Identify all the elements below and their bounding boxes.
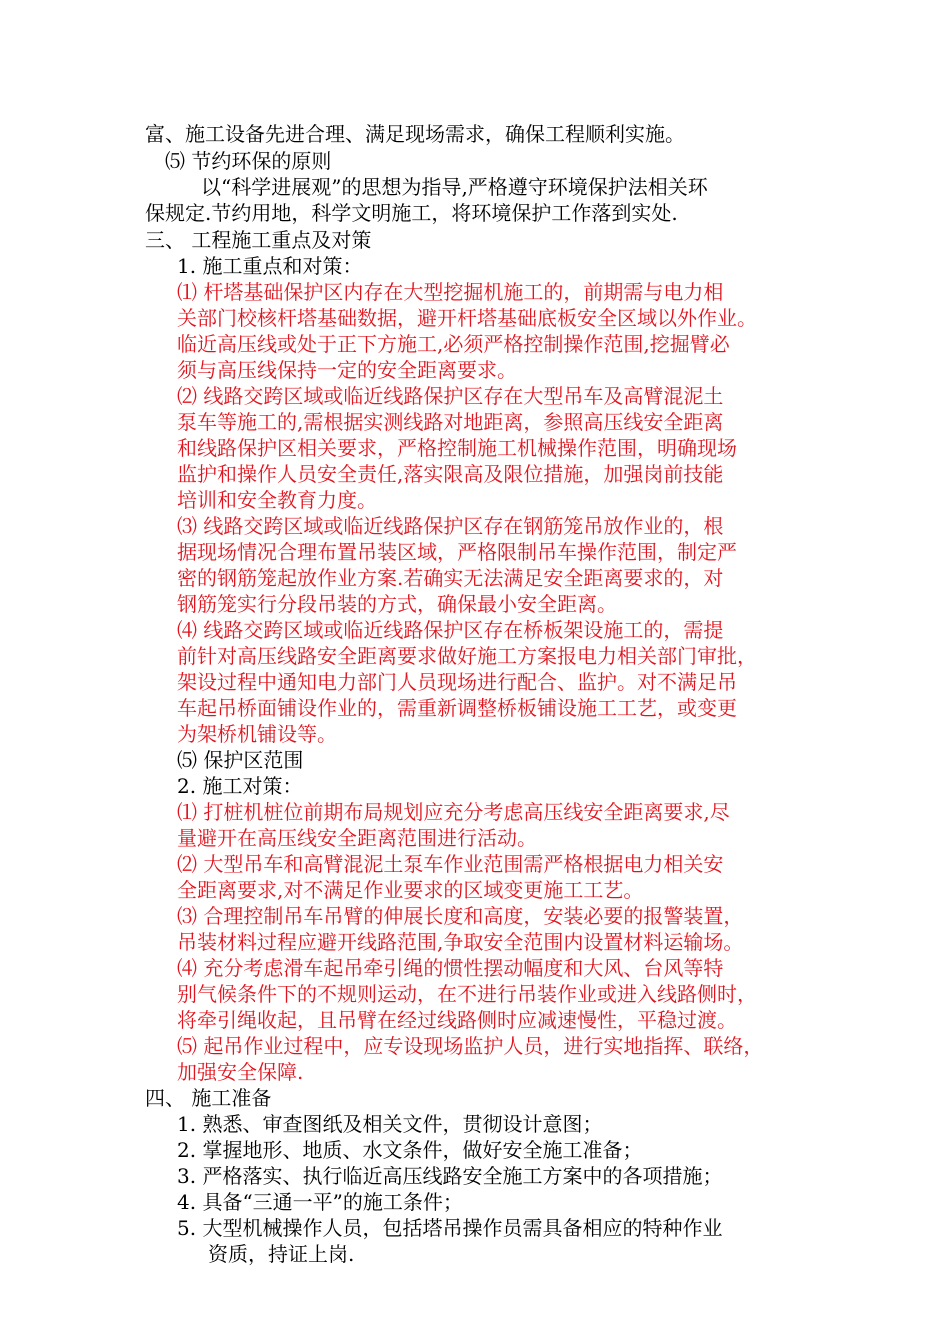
list-item: 4. 具备“三通一平”的施工条件； (177, 1190, 463, 1214)
text-line: ⑷ 充分考虑滑车起吊牵引绳的惯性摆动幅度和大风、台风等特 (177, 956, 724, 980)
text-line: ⑵ 线路交跨区域或临近线路保护区存在大型吊车及高臂混泥土 (177, 384, 724, 408)
text-line: 富、施工设备先进合理、满足现场需求，确保工程顺利实施。 (145, 122, 685, 146)
text-line: 密的钢筋笼起放作业方案.若确实无法满足安全距离要求的，对 (177, 566, 724, 590)
section-heading: 三、 工程施工重点及对策 (145, 228, 372, 252)
text-line: 监护和操作人员安全责任,落实限高及限位措施，加强岗前技能 (177, 462, 724, 486)
text-line: 关部门校核杆塔基础数据，避开杆塔基础底板安全区域以外作业。 (177, 306, 757, 330)
text-line: 为架桥机铺设等。 (177, 722, 337, 746)
text-line: 泵车等施工的,需根据实测线路对地距离，参照高压线安全距离 (177, 410, 724, 434)
text-line: 吊装材料过程应避开线路范围,争取安全范围内设置材料运输场。 (177, 930, 744, 954)
subheading: ⑸ 节约环保的原则 (165, 149, 332, 173)
text-line: 钢筋笼实行分段吊装的方式，确保最小安全距离。 (177, 592, 617, 616)
text-line: 将牵引绳收起，且吊臂在经过线路侧时应减速慢性，平稳过渡。 (177, 1008, 737, 1032)
text-line: 临近高压线或处于正下方施工,必须严格控制操作范围,挖掘臂必 (177, 332, 730, 356)
text-line: 培训和安全教育力度。 (177, 488, 377, 512)
list-item: 2. 掌握地形、地质、水文条件，做好安全施工准备； (177, 1138, 643, 1162)
subsection-heading: 1. 施工重点和对策： (177, 254, 363, 278)
text-line: 据现场情况合理布置吊装区域，严格限制吊车操作范围，制定严 (177, 540, 737, 564)
text-line: 以“科学进展观”的思想为指导,严格遵守环境保护法相关环 (201, 175, 708, 199)
text-line: 资质，持证上岗. (208, 1242, 355, 1266)
text-line: 须与高压线保持一定的安全距离要求。 (177, 358, 517, 382)
text-line: 量避开在高压线安全距离范围进行活动。 (177, 826, 537, 850)
list-item: 1. 熟悉、审查图纸及相关文件，贯彻设计意图； (177, 1112, 603, 1136)
text-line: ⑸ 起吊作业过程中，应专设现场监护人员，进行实地指挥、联络， (177, 1034, 764, 1058)
text-line: ⑵ 大型吊车和高臂混泥土泵车作业范围需严格根据电力相关安 (177, 852, 724, 876)
text-line: 加强安全保障. (177, 1060, 304, 1084)
text-line: 全距离要求,对不满足作业要求的区域变更施工工艺。 (177, 878, 644, 902)
text-line: ⑴ 杆塔基础保护区内存在大型挖掘机施工的，前期需与电力相 (177, 280, 724, 304)
text-line: 车起吊桥面铺设作业的，需重新调整桥板铺设施工工艺，或变更 (177, 696, 737, 720)
text-line: ⑶ 线路交跨区域或临近线路保护区存在钢筋笼吊放作业的，根 (177, 514, 724, 538)
text-line: 前针对高压线路安全距离要求做好施工方案报电力相关部门审批， (177, 644, 757, 668)
text-line: 别气候条件下的不规则运动，在不进行吊装作业或进入线路侧时， (177, 982, 757, 1006)
text-line: 架设过程中通知电力部门人员现场进行配合、监护。对不满足吊 (177, 670, 737, 694)
text-line: 和线路保护区相关要求，严格控制施工机械操作范围，明确现场 (177, 436, 737, 460)
list-item: 3. 严格落实、执行临近高压线路安全施工方案中的各项措施； (177, 1164, 723, 1188)
text-line: ⑶ 合理控制吊车吊臂的伸展长度和高度，安装必要的报警装置， (177, 904, 744, 928)
subsection-heading: 2. 施工对策： (177, 774, 303, 798)
list-item: 5. 大型机械操作人员，包括塔吊操作员需具备相应的特种作业 (177, 1216, 723, 1240)
text-line: ⑸ 保护区范围 (177, 748, 304, 772)
text-line: ⑴ 打桩机桩位前期布局规划应充分考虑高压线安全距离要求,尽 (177, 800, 730, 824)
text-line: 保规定.节约用地，科学文明施工，将环境保护工作落到实处. (145, 201, 678, 225)
section-heading: 四、 施工准备 (145, 1086, 272, 1110)
text-line: ⑷ 线路交跨区域或临近线路保护区存在桥板架设施工的，需提 (177, 618, 724, 642)
